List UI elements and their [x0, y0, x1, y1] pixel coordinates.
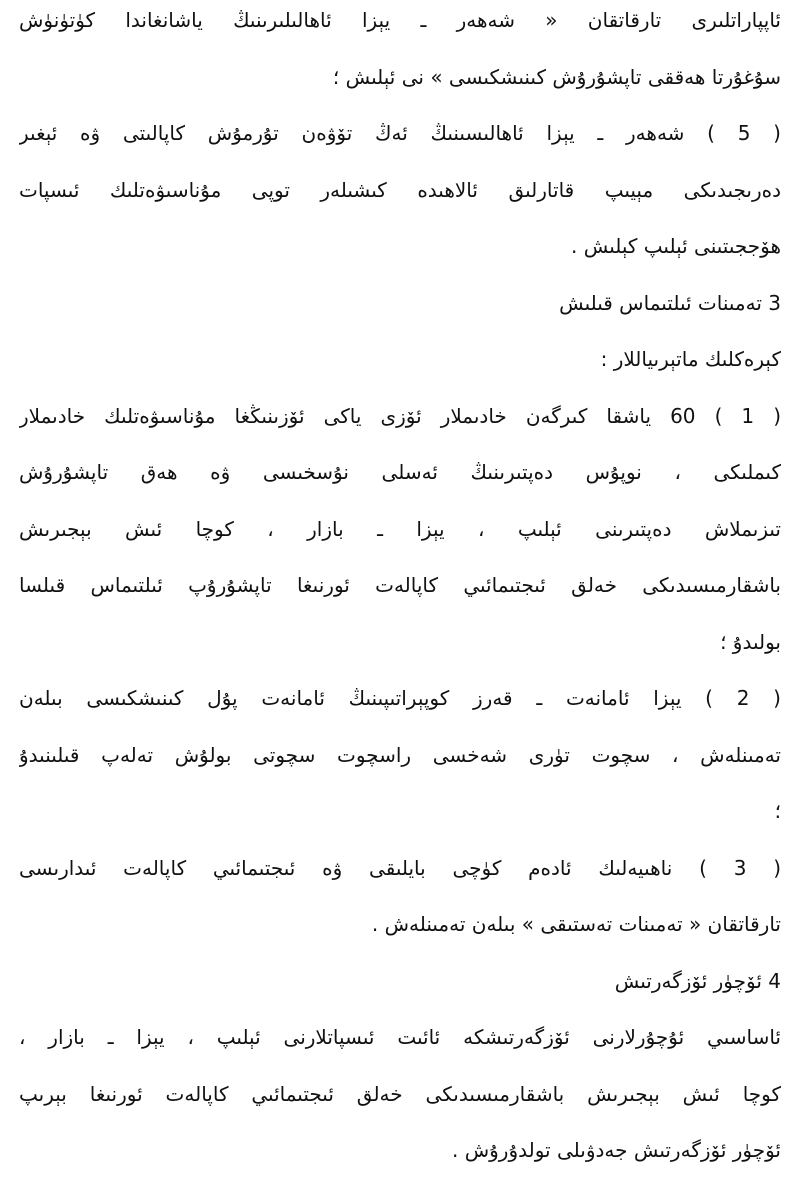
text-line: سۇغۇرتا ھەققى تاپشۇرۇش كىنىشكىسى » نى ئېلىش ؛ [332, 64, 781, 89]
section-heading: 3 تەمىنات ئىلتىماس قىلىش [559, 290, 781, 315]
text-line: دەرىجىدىكى مېيىپ قاتارلىق ئالاھىدە كىشىلەر توپى مۇناسىۋەتلىك ئىسپات [19, 177, 781, 202]
text-line: ھۆججىتىنى ئېلىپ كېلىش . [571, 234, 781, 258]
text-line: ئۆچۈر ئۆزگەرتىش جەدۋىلى تولدۇرۇش . [452, 1138, 781, 1162]
text-line: ( 1 ) 60 ياشقا كىرگەن خادىملار ئۆزى ياكى ئۆزىنىڭغا مۇناسىۋەتلىك خادىملار [19, 403, 781, 428]
text-line: ئاساسىي ئۇچۇرلارنى ئۆزگەرتىشكە ئائىت ئىسپاتلارنى ئېلىپ ، يېزا ـ بازار ، [19, 1025, 781, 1049]
text-line: ئاپپاراتلىرى تارقاتقان « شەھەر ـ يېزا ئاھالىلىرىنىڭ ياشانغاندا كۈتۈنۈش [19, 8, 781, 32]
text-line: بولىدۇ ؛ [720, 629, 781, 654]
text-line: باشقارمىسىدىكى خەلق ئىجتىمائىي كاپالەت ئورنىغا تاپشۇرۇپ ئىلتىماس قىلسا [19, 573, 781, 597]
text-line: ( 5 ) شەھەر ـ يېزا ئاھالىسىنىڭ ئەڭ تۆۋەن تۇرمۇش كاپالىتى ۋە ئېغىر [19, 121, 781, 145]
text-line: تىزىملاش دەپتىرىنى ئېلىپ ، يېزا ـ بازار ، كوچا ئىش بېجىرىش [19, 516, 781, 541]
text-line: تەمىنلەش ، سچوت تۈرى شەخسى راسچوت سچوتى بولۇش تەلەپ قىلىنىدۇ [19, 742, 781, 767]
text-line: ( 3 ) ناھىيەلىك ئادەم كۈچى بايلىقى ۋە ئىجتىمائىي كاپالەت ئىدارىسى [19, 855, 781, 880]
text-line: كېرەكلىك ماتېرىياللار : [600, 347, 781, 371]
text-line: ؛ [774, 799, 781, 823]
section-heading: 4 ئۆچۈر ئۆزگەرتىش [614, 968, 781, 993]
text-line: كىملىكى ، نوپۇس دەپتىرىنىڭ ئەسلى نۇسخىسى ۋە ھەق تاپشۇرۇش [19, 460, 781, 484]
text-line: ( 2 ) يېزا ئامانەت ـ قەرز كوپېراتىپىنىڭ ئامانەت پۇل كىنىشكىسى بىلەن [19, 686, 781, 710]
text-line: تارقاتقان « تەمىنات تەستىقى » بىلەن تەمىنلەش . [371, 912, 781, 936]
text-line: كوچا ئىش بېجىرىش باشقارمىسىدىكى خەلق ئىجتىمائىي كاپالەت ئورنىغا بېرىپ [19, 1081, 781, 1106]
